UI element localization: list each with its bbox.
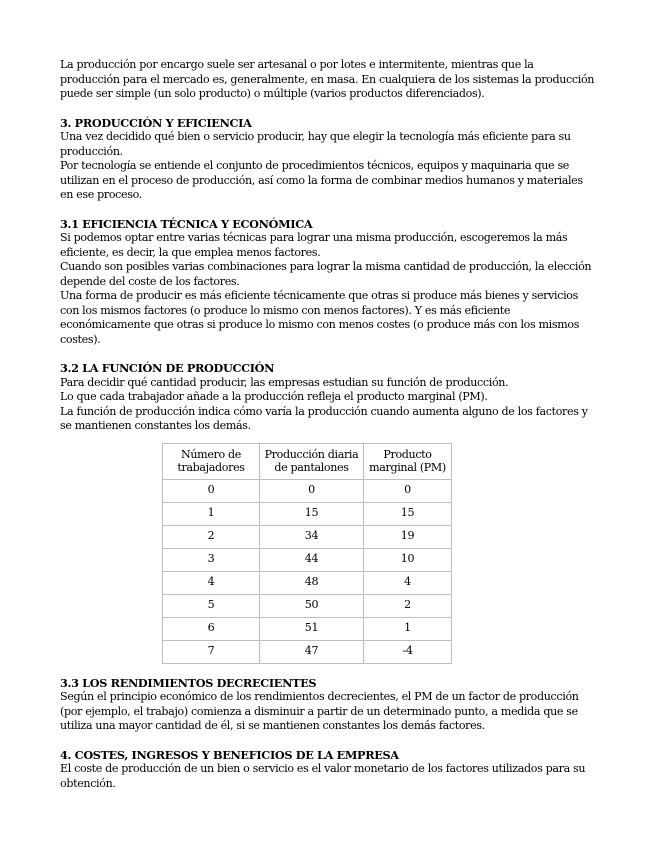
table-cell: 0 <box>364 479 452 502</box>
table-cell: 3 <box>163 548 260 571</box>
table-cell: 4 <box>163 571 260 594</box>
table-cell: 44 <box>260 548 364 571</box>
table-row <box>163 548 452 571</box>
table-cell: 1 <box>163 502 260 525</box>
production-table <box>162 443 452 664</box>
table-cell: 19 <box>364 525 452 548</box>
paragraph: Una forma de producir es más eficiente técnicamente que otras si produce más bienes y servicios con los mismos factores (o produce lo mismo con menos factores). Y es más eficiente económicamente que otras si produce lo mismo con menos costes (o produce más con los mismos costes). <box>60 289 580 346</box>
table-cell: 47 <box>260 640 364 663</box>
table-cell: 7 <box>163 640 260 663</box>
section-3 <box>60 116 595 203</box>
table-header-cell: Producto marginal (PM) <box>364 443 452 479</box>
paragraph: Lo que cada trabajador añade a la producción refleja el producto marginal (PM). <box>60 390 488 403</box>
section-heading: 3.1 EFICIENCIA TÉCNICA Y ECONÓMICA <box>60 216 313 231</box>
section-heading: 3.2 LA FUNCIÓN DE PRODUCCIÓN <box>60 361 275 375</box>
section-3-1 <box>60 217 595 348</box>
table-cell: 15 <box>364 502 452 525</box>
table-header-cell: Producción diaria de pantalones <box>260 443 364 479</box>
table-cell: 2 <box>364 594 452 617</box>
section-heading: 4. COSTES, INGRESOS Y BENEFICIOS DE LA EMPRESA <box>60 747 399 762</box>
section-3-3 <box>60 676 595 734</box>
table-cell: 0 <box>260 479 364 502</box>
table-header-row <box>163 443 452 479</box>
table-cell: 15 <box>260 502 364 525</box>
table-cell: 2 <box>163 525 260 548</box>
table-cell: 0 <box>163 479 260 502</box>
table-row <box>163 617 452 640</box>
table-cell: 50 <box>260 594 364 617</box>
intro-paragraph: La producción por encargo suele ser artesanal o por lotes e intermitente, mientras que la producción para el mercado es, generalmente, en masa. En cualquiera de los sistemas la producción puede ser simple (un solo producto) o múltiple (varios productos diferenciados). <box>60 58 595 100</box>
section-heading: 3.3 LOS RENDIMIENTOS DECRECIENTES <box>60 675 317 690</box>
document-page <box>60 58 595 791</box>
table-header-cell: Número de trabajadores <box>163 443 260 479</box>
table-row <box>163 640 452 663</box>
table-cell: 51 <box>260 617 364 640</box>
table-cell: 6 <box>163 617 260 640</box>
table-cell: 4 <box>364 571 452 594</box>
paragraph: Por tecnología se entiende el conjunto de procedimientos técnicos, equipos y maquinaria que se utilizan en el proceso de producción, así como la forma de combinar medios humanos y materiales en ese proceso. <box>60 159 583 201</box>
table-cell: 34 <box>260 525 364 548</box>
paragraph: Cuando son posibles varias combinaciones para lograr la misma cantidad de producción, la elección depende del coste de los factores. <box>60 260 592 288</box>
table-row <box>163 571 452 594</box>
table-row <box>163 502 452 525</box>
paragraph: Si podemos optar entre varias técnicas para lograr una misma producción, escogeremos la más eficiente, es decir, la que emplea menos factores. <box>60 231 568 259</box>
paragraph: La función de producción indica cómo varía la producción cuando aumenta alguno de los factores y se mantienen constantes los demás. <box>60 404 588 432</box>
table-row <box>163 594 452 617</box>
table-cell: 5 <box>163 594 260 617</box>
paragraph: Para decidir qué cantidad producir, las empresas estudian su función de producción. <box>60 375 509 389</box>
table-cell: 1 <box>364 617 452 640</box>
table-cell: 10 <box>364 548 452 571</box>
paragraph: Una vez decidido qué bien o servicio producir, hay que elegir la tecnología más eficiente para su producción. <box>60 130 571 158</box>
table-row <box>163 479 452 502</box>
table-cell: 48 <box>260 571 364 594</box>
section-3-2 <box>60 361 595 434</box>
section-heading: 3. PRODUCCIÓN Y EFICIENCIA <box>60 115 252 130</box>
paragraph: El coste de producción de un bien o servicio es el valor monetario de los factores utilizados para su obtención. <box>60 762 586 790</box>
paragraph: Según el principio económico de los rendimientos decrecientes, el PM de un factor de producción (por ejemplo, el trabajo) comienza a disminuir a partir de un determinado punto, a medida que se utiliza una mayor cantidad de él, si se mantienen constantes los demás factores. <box>60 690 579 732</box>
table-cell: -4 <box>364 640 452 663</box>
table-row <box>163 525 452 548</box>
section-4 <box>60 748 595 792</box>
